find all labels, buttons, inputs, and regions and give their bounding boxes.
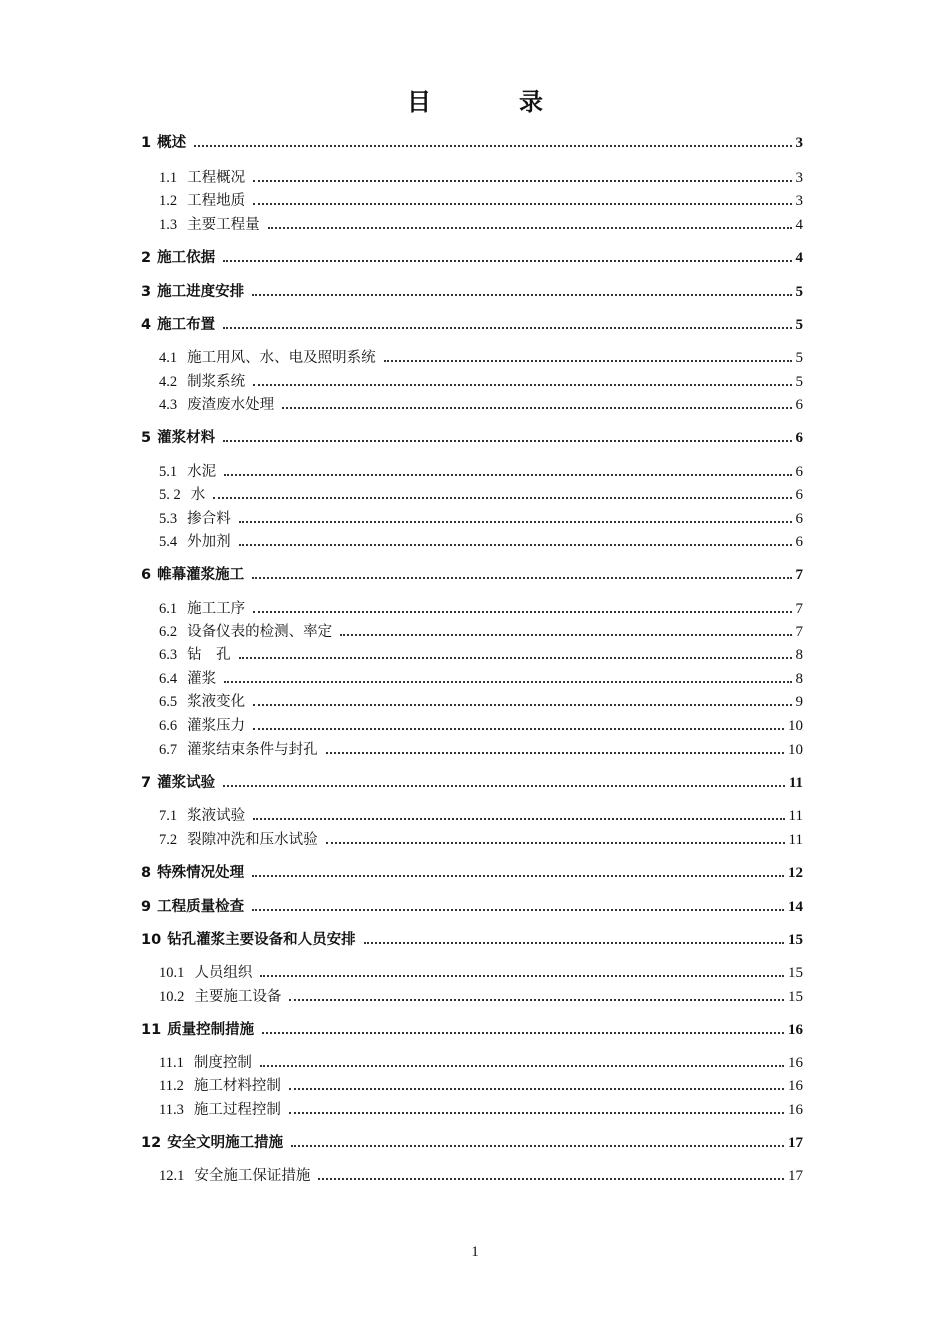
toc-entry-page: 16	[788, 1055, 803, 1071]
toc-entry-label	[141, 771, 215, 792]
toc-entry-number: 9	[141, 899, 152, 915]
toc-entry-label	[159, 961, 252, 982]
toc-entry-title: 帷幕灌浆施工	[157, 567, 245, 583]
toc-chapter-entry[interactable]	[141, 861, 803, 883]
toc-section-entry[interactable]	[159, 597, 803, 619]
dot-leader	[252, 909, 784, 911]
toc-entry-label	[159, 714, 245, 735]
toc-entry-number: 10.2	[159, 989, 185, 1005]
toc-entry-page: 10	[788, 742, 803, 758]
dot-leader	[260, 975, 784, 977]
toc-entry-title: 特殊情况处理	[157, 865, 245, 881]
dot-leader	[364, 942, 784, 944]
toc-entry-page: 16	[788, 1078, 803, 1094]
toc-section-entry[interactable]	[159, 460, 803, 482]
toc-entry-title: 人员组织	[194, 965, 253, 981]
toc-section-entry[interactable]	[159, 667, 803, 689]
toc-chapter-entry[interactable]	[141, 1131, 803, 1153]
toc-entry-number: 10.1	[159, 965, 185, 981]
toc-entry-title: 掺合料	[187, 511, 231, 527]
toc-entry-title: 灌浆试验	[157, 775, 216, 791]
toc-section-entry[interactable]	[159, 1164, 803, 1186]
toc-entry-page: 6	[795, 511, 803, 527]
toc-entry-page: 15	[788, 932, 803, 948]
dot-leader	[289, 999, 784, 1001]
toc-entry-label	[159, 804, 245, 825]
toc-entry-number: 2	[141, 250, 152, 266]
dot-leader	[253, 818, 784, 820]
toc-entry-title: 概述	[157, 135, 187, 151]
toc-chapter-entry[interactable]	[141, 280, 803, 302]
toc-entry-label	[159, 738, 318, 759]
toc-entry-title: 施工进度安排	[157, 284, 245, 300]
toc-entry-number: 6.6	[159, 718, 178, 734]
toc-entry-page: 6	[795, 534, 803, 550]
dot-leader	[291, 1145, 784, 1147]
toc-entry-page: 3	[795, 193, 803, 209]
toc-entry-page: 16	[788, 1102, 803, 1118]
toc-entry-page: 8	[795, 647, 803, 663]
toc-entry-page: 17	[788, 1168, 803, 1184]
toc-entry-label	[159, 346, 376, 367]
toc-section-entry[interactable]	[159, 370, 803, 392]
toc-entry-number: 11.2	[159, 1078, 184, 1094]
toc-entry-page: 16	[788, 1022, 803, 1038]
toc-entry-title: 施工依据	[157, 250, 216, 266]
toc-entry-title: 灌浆结束条件与封孔	[187, 742, 318, 758]
toc-entry-page: 3	[795, 170, 803, 186]
toc-entry-number: 1	[141, 135, 152, 151]
toc-entry-title: 外加剂	[187, 534, 231, 550]
toc-entry-title: 主要工程量	[187, 217, 260, 233]
toc-entry-title: 水泥	[187, 464, 217, 480]
toc-entry-title: 灌浆压力	[187, 718, 246, 734]
toc-entry-label	[159, 1098, 281, 1119]
dot-leader	[223, 785, 785, 787]
toc-entry-page: 5	[795, 374, 803, 390]
toc-entry-number: 6.4	[159, 671, 178, 687]
toc-entry-page: 15	[788, 989, 803, 1005]
toc-section-entry[interactable]	[159, 643, 803, 665]
toc-entry-number: 5. 2	[159, 487, 181, 503]
toc-chapter-entry[interactable]	[141, 1018, 803, 1040]
toc-entry-page: 11	[788, 808, 803, 824]
toc-entry-page: 4	[795, 250, 803, 266]
toc-entry-title: 施工布置	[157, 317, 216, 333]
toc-chapter-entry[interactable]	[141, 131, 803, 153]
dot-leader	[253, 704, 791, 706]
toc-entry-label	[141, 1131, 283, 1152]
toc-entry-number: 11	[141, 1022, 162, 1038]
toc-entry-label	[159, 620, 332, 641]
toc-entry-number: 4.3	[159, 397, 178, 413]
toc-section-entry[interactable]	[159, 346, 803, 368]
toc-entry-label	[159, 643, 231, 664]
toc-entry-page: 17	[788, 1135, 803, 1151]
toc-entry-page: 15	[788, 965, 803, 981]
toc-entry-page: 7	[795, 601, 803, 617]
toc-entry-label	[159, 213, 260, 234]
toc-entry-title: 设备仪表的检测、率定	[187, 624, 333, 640]
dot-leader	[223, 260, 791, 262]
toc-chapter-entry[interactable]	[141, 563, 803, 585]
toc-entry-title: 施工工序	[187, 601, 246, 617]
toc-entry-title: 质量控制措施	[167, 1022, 255, 1038]
toc-entry-number: 12.1	[159, 1168, 185, 1184]
toc-entry-label	[159, 1164, 310, 1185]
toc-entry-label	[159, 460, 216, 481]
toc-entry-page: 11	[788, 775, 803, 791]
toc-entry-number: 5.3	[159, 511, 178, 527]
toc-entry-title: 工程地质	[187, 193, 246, 209]
dot-leader	[268, 227, 792, 229]
dot-leader	[318, 1178, 784, 1180]
dot-leader	[340, 634, 791, 636]
toc-title: 目 录	[407, 88, 575, 116]
toc-entry-label	[141, 928, 356, 949]
toc-entry-page: 8	[795, 671, 803, 687]
dot-leader	[223, 440, 791, 442]
toc-entry-number: 4.1	[159, 350, 178, 366]
dot-leader	[289, 1088, 784, 1090]
toc-section-entry[interactable]	[159, 690, 803, 712]
toc-entry-page: 10	[788, 718, 803, 734]
toc-entry-label	[141, 246, 215, 267]
toc-entry-label	[159, 828, 318, 849]
toc-entry-page: 6	[795, 487, 803, 503]
toc-section-entry[interactable]	[159, 714, 803, 736]
toc-entry-number: 7.1	[159, 808, 178, 824]
toc-entry-title: 主要施工设备	[194, 989, 282, 1005]
dot-leader	[213, 497, 791, 499]
toc-entry-label	[141, 563, 244, 584]
toc-entry-title: 制度控制	[193, 1055, 252, 1071]
toc-entry-title: 工程质量检查	[157, 899, 245, 915]
toc-entry-label	[141, 280, 244, 301]
toc-entry-title: 灌浆	[187, 671, 217, 687]
toc-entry-number: 6.2	[159, 624, 178, 640]
dot-leader	[326, 752, 784, 754]
toc-entry-title: 废渣废水处理	[187, 397, 275, 413]
toc-chapter-entry[interactable]	[141, 771, 803, 793]
toc-entry-label	[159, 483, 205, 504]
toc-entry-label	[159, 1051, 252, 1072]
toc-entry-number: 6.7	[159, 742, 178, 758]
toc-entry-title: 安全施工保证措施	[194, 1168, 311, 1184]
dot-leader	[253, 180, 791, 182]
dot-leader	[253, 384, 791, 386]
toc-entry-number: 4	[141, 317, 152, 333]
toc-entry-number: 12	[141, 1135, 162, 1151]
toc-entry-number: 6.1	[159, 601, 178, 617]
toc-entry-label	[159, 507, 231, 528]
toc-entry-label	[159, 189, 245, 210]
toc-entry-page: 9	[795, 694, 803, 710]
toc-entry-page: 7	[795, 624, 803, 640]
toc-section-entry[interactable]	[159, 804, 803, 826]
dot-leader	[224, 474, 791, 476]
toc-entry-number: 6.5	[159, 694, 178, 710]
toc-entry-title: 灌浆材料	[157, 430, 216, 446]
toc-entry-page: 4	[795, 217, 803, 233]
toc-entry-label	[141, 426, 215, 447]
toc-section-entry[interactable]	[159, 530, 803, 552]
dot-leader	[253, 203, 791, 205]
toc-section-entry[interactable]	[159, 985, 803, 1007]
toc-entry-page: 5	[795, 317, 803, 333]
toc-entry-label	[141, 1018, 254, 1039]
dot-leader	[289, 1112, 784, 1114]
toc-entry-label	[159, 370, 245, 391]
toc-entry-title: 安全文明施工措施	[167, 1135, 284, 1151]
toc-entry-number: 5.4	[159, 534, 178, 550]
toc-entry-title: 浆液试验	[187, 808, 246, 824]
toc-entry-number: 8	[141, 865, 152, 881]
toc-entry-number: 1.1	[159, 170, 178, 186]
dot-leader	[252, 875, 784, 877]
dot-leader	[252, 577, 791, 579]
toc-chapter-entry[interactable]	[141, 895, 803, 917]
toc-entry-number: 6.3	[159, 647, 178, 663]
toc-entry-title: 浆液变化	[187, 694, 246, 710]
toc-chapter-entry[interactable]	[141, 928, 803, 950]
dot-leader	[253, 611, 791, 613]
toc-section-entry[interactable]	[159, 828, 803, 850]
toc-entry-number: 10	[141, 932, 162, 948]
toc-entry-page: 6	[795, 430, 803, 446]
toc-entry-page: 5	[795, 350, 803, 366]
toc-section-entry[interactable]	[159, 393, 803, 415]
toc-entry-page: 5	[795, 284, 803, 300]
dot-leader	[282, 407, 791, 409]
toc-entry-number: 4.2	[159, 374, 178, 390]
toc-entry-title: 施工过程控制	[193, 1102, 281, 1118]
toc-entry-number: 7	[141, 775, 152, 791]
toc-entry-label	[141, 895, 244, 916]
toc-entry-page: 14	[788, 899, 803, 915]
toc-entry-label	[159, 393, 274, 414]
dot-leader	[223, 327, 791, 329]
toc-section-entry[interactable]	[159, 1051, 803, 1073]
toc-section-entry[interactable]	[159, 507, 803, 529]
dot-leader	[239, 521, 792, 523]
toc-entry-number: 1.3	[159, 217, 178, 233]
toc-entry-label	[159, 530, 231, 551]
toc-entry-label	[141, 131, 186, 152]
page-number: 1	[471, 1244, 479, 1260]
toc-entry-number: 5	[141, 430, 152, 446]
toc-section-entry[interactable]	[159, 483, 803, 505]
dot-leader	[253, 728, 784, 730]
toc-chapter-entry[interactable]	[141, 313, 803, 335]
toc-entry-number: 1.2	[159, 193, 178, 209]
dot-leader	[194, 145, 791, 147]
toc-chapter-entry[interactable]	[141, 246, 803, 268]
dot-leader	[239, 657, 792, 659]
toc-section-entry[interactable]	[159, 738, 803, 760]
dot-leader	[326, 842, 785, 844]
toc-section-entry[interactable]	[159, 1098, 803, 1120]
toc-section-entry[interactable]	[159, 189, 803, 211]
toc-entry-number: 3	[141, 284, 152, 300]
dot-leader	[252, 294, 791, 296]
toc-section-entry[interactable]	[159, 1074, 803, 1096]
toc-entry-number: 5.1	[159, 464, 178, 480]
dot-leader	[262, 1032, 784, 1034]
toc-entry-title: 裂隙冲洗和压水试验	[187, 832, 318, 848]
toc-entry-title: 工程概况	[187, 170, 246, 186]
toc-entry-page: 12	[788, 865, 803, 881]
toc-entry-number: 11.1	[159, 1055, 184, 1071]
toc-section-entry[interactable]	[159, 166, 803, 188]
toc-entry-label	[159, 985, 281, 1006]
toc-entry-title: 施工材料控制	[193, 1078, 281, 1094]
toc-entry-label	[159, 667, 216, 688]
toc-entry-title: 制浆系统	[187, 374, 246, 390]
toc-entry-label	[141, 313, 215, 334]
toc-entry-title: 钻孔灌浆主要设备和人员安排	[167, 932, 356, 948]
dot-leader	[224, 681, 791, 683]
toc-entry-label	[159, 597, 245, 618]
toc-chapter-entry[interactable]	[141, 426, 803, 448]
toc-section-entry[interactable]	[159, 961, 803, 983]
toc-entry-title: 钻 孔	[187, 647, 231, 663]
toc-entry-label	[141, 861, 244, 882]
toc-entry-title: 水	[190, 487, 206, 503]
toc-entry-number: 7.2	[159, 832, 178, 848]
toc-entry-page: 6	[795, 397, 803, 413]
dot-leader	[384, 360, 792, 362]
toc-section-entry[interactable]	[159, 620, 803, 642]
toc-entry-label	[159, 690, 245, 711]
toc-entry-page: 11	[788, 832, 803, 848]
toc-section-entry[interactable]	[159, 213, 803, 235]
toc-entry-page: 7	[795, 567, 803, 583]
toc-entry-page: 3	[795, 135, 803, 151]
dot-leader	[239, 544, 792, 546]
toc-entry-title: 施工用风、水、电及照明系统	[187, 350, 376, 366]
toc-entry-label	[159, 1074, 281, 1095]
toc-entry-label	[159, 166, 245, 187]
toc-entry-page: 6	[795, 464, 803, 480]
toc-entry-number: 11.3	[159, 1102, 184, 1118]
toc-entry-number: 6	[141, 567, 152, 583]
dot-leader	[260, 1065, 784, 1067]
